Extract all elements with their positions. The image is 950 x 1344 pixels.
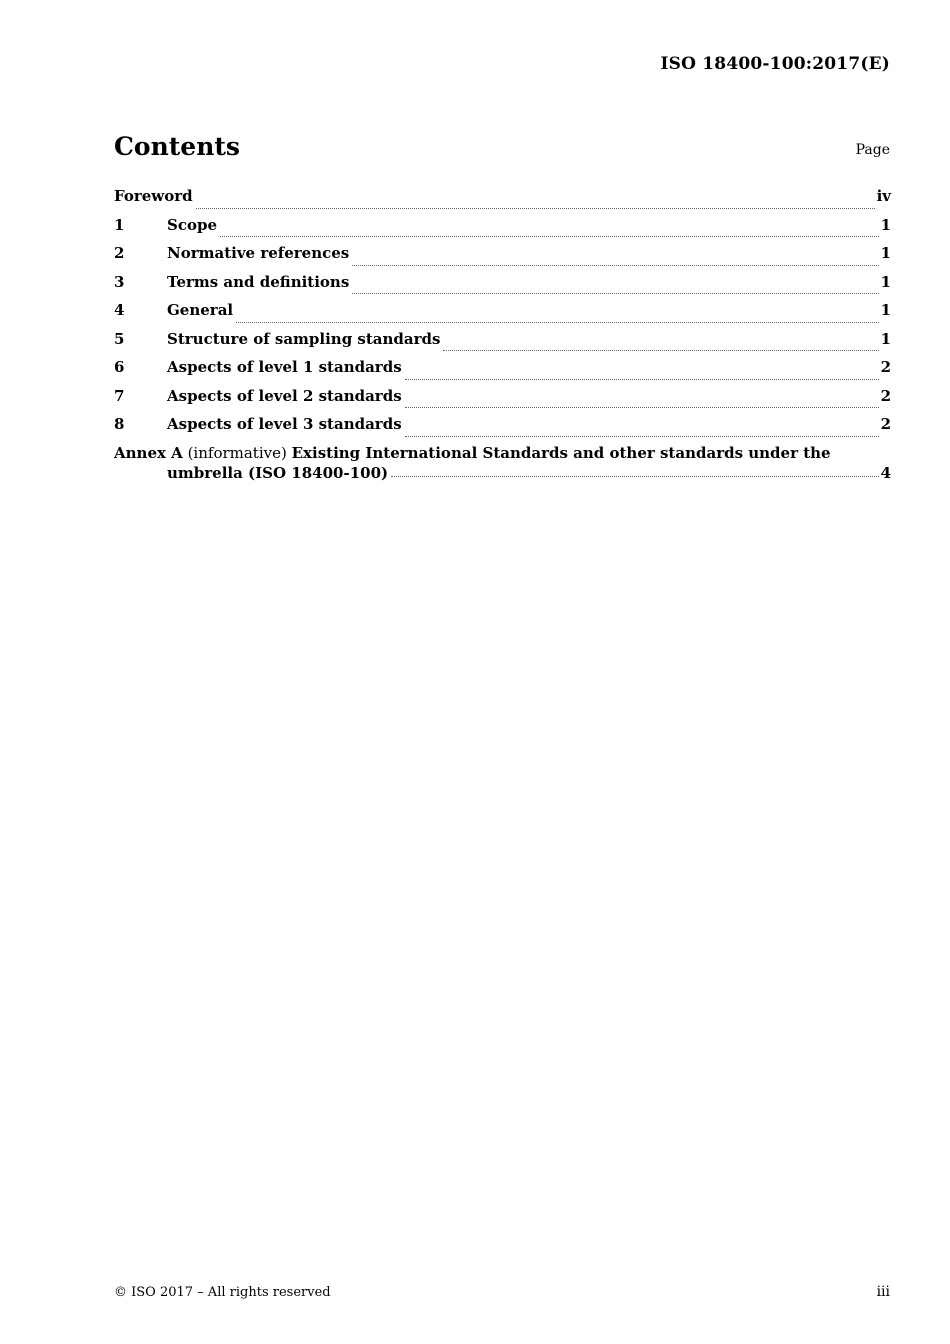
- toc-entry-level-2-standards[interactable]: [114, 386, 891, 415]
- toc-entry-title[interactable]: General: [167, 301, 234, 319]
- dot-leader: [352, 292, 878, 294]
- annex-title-line2[interactable]: umbrella (ISO 18400-100): [167, 463, 389, 482]
- dot-leader: [405, 406, 879, 408]
- dot-leader: [405, 435, 879, 437]
- toc-entry-level-1-standards[interactable]: [114, 357, 891, 386]
- toc-entry-number: 5: [114, 329, 125, 348]
- dot-leader: [405, 378, 879, 380]
- toc-entry-foreword[interactable]: [114, 186, 891, 215]
- toc-entry-title[interactable]: Structure of sampling standards: [167, 329, 441, 348]
- toc-entry-number: 8: [114, 415, 125, 433]
- toc-entry-number: 7: [114, 386, 125, 405]
- dot-leader: [352, 264, 878, 266]
- toc-entry-title[interactable]: Normative references: [167, 244, 350, 262]
- toc-entry-scope[interactable]: [114, 215, 891, 244]
- dot-leader: [236, 321, 878, 323]
- toc-entry-page: 2: [880, 415, 891, 433]
- toc-entry-page: 4: [880, 463, 891, 482]
- toc-entry-page: 1: [880, 272, 891, 291]
- toc-entry-structure-of-sampling-standards[interactable]: [114, 329, 891, 358]
- contents-heading: Contents: [114, 132, 241, 161]
- toc-entry-page: 1: [880, 215, 891, 234]
- dot-leader: [220, 235, 879, 237]
- toc-entry-page: 1: [880, 329, 891, 348]
- toc-entry-annex-a[interactable]: [114, 443, 891, 483]
- toc-entry-title[interactable]: Terms and definitions: [167, 272, 350, 291]
- toc-entry-page: 1: [880, 301, 891, 319]
- copyright-notice: © ISO 2017 – All rights reserved: [114, 1285, 331, 1300]
- toc-entry-page: 1: [880, 244, 891, 262]
- annex-title-line1[interactable]: Existing International Standards and other standards under the: [291, 443, 831, 462]
- toc-entry-title[interactable]: Aspects of level 3 standards: [167, 415, 402, 433]
- toc-entry-number: 4: [114, 301, 125, 319]
- toc-entry-title[interactable]: Aspects of level 1 standards: [167, 358, 402, 376]
- toc-entry-page: iv: [876, 187, 891, 205]
- dot-leader: [443, 349, 878, 351]
- table-of-contents: [114, 186, 891, 483]
- toc-entry-level-3-standards[interactable]: [114, 414, 891, 443]
- toc-entry-normative-references[interactable]: [114, 243, 891, 272]
- annex-status: (informative): [187, 443, 287, 462]
- document-id: ISO 18400-100:2017(E): [660, 54, 890, 74]
- dot-leader: [196, 207, 875, 209]
- toc-entry-title[interactable]: Aspects of level 2 standards: [167, 386, 402, 405]
- toc-entry-number: 1: [114, 215, 125, 234]
- toc-entry-title[interactable]: Scope: [167, 215, 218, 234]
- toc-entry-page: 2: [880, 386, 891, 405]
- toc-entry-number: 3: [114, 272, 125, 291]
- toc-entry-page: 2: [880, 358, 891, 376]
- dot-leader: [391, 475, 878, 477]
- toc-entry-terms-and-definitions[interactable]: [114, 272, 891, 301]
- annex-label[interactable]: Annex A: [114, 443, 183, 462]
- page-number: iii: [876, 1284, 890, 1300]
- toc-entry-number: 2: [114, 244, 125, 262]
- page-column-label: Page: [855, 142, 890, 158]
- toc-entry-title[interactable]: Foreword: [114, 187, 193, 205]
- toc-entry-number: 6: [114, 358, 125, 376]
- toc-entry-general[interactable]: [114, 300, 891, 329]
